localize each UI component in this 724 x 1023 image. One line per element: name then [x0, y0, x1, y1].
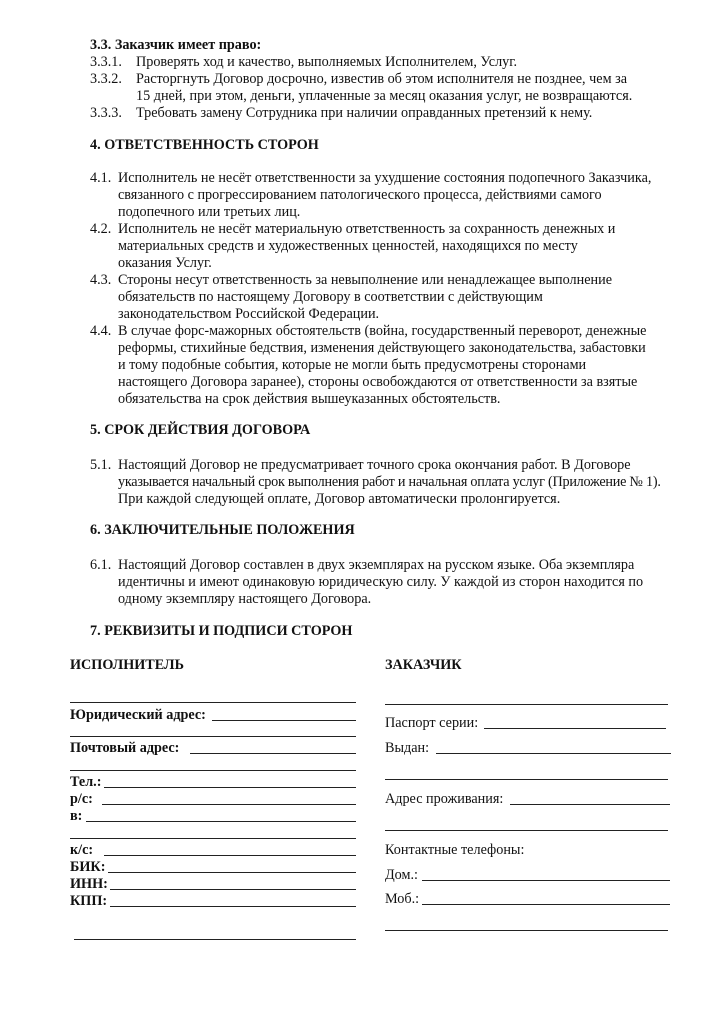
account-label: р/с:: [70, 791, 93, 807]
bik-label: БИК:: [70, 859, 106, 875]
clause-number: 4.3.: [90, 272, 112, 288]
clause-4-2: Исполнитель не несёт материальную ответственность за сохранность денежных и материальных средств и художественных ценностей, находящихся по месту оказания Услуг.: [118, 221, 616, 271]
home-phone-line: [422, 880, 670, 881]
account-line: [102, 804, 356, 805]
phone-label: Тел.:: [70, 774, 102, 790]
postal-address-line-2: [70, 770, 356, 771]
section-3-3-title: 3.3. Заказчик имеет право:: [90, 37, 262, 53]
legal-address-line: [212, 720, 356, 721]
section-4-title: 4. ОТВЕТСТВЕННОСТЬ СТОРОН: [90, 137, 319, 153]
kpp-line: [110, 906, 356, 907]
clause-number: 4.2.: [90, 221, 112, 237]
clause-number: 3.3.1.: [90, 54, 122, 70]
mobile-phone-line: [422, 904, 670, 905]
bank-line: [86, 821, 356, 822]
clause-4-4: В случае форс-мажорных обстоятельств (война, государственный переворот, денежные реформы, стихийные бедствия, изменения действующего законодательства, забастовки и тому подобные события, которые не могли быть предусмотрены сторонами настоящего Договора заранее), стороны освобождаются от ответственности за взятые обязательства на срок действия вышеуказанных обстоятельств.: [118, 323, 647, 407]
contact-phones-label: Контактные телефоны:: [385, 842, 525, 858]
clause-number: 4.1.: [90, 170, 112, 186]
kpp-label: КПП:: [70, 893, 108, 909]
legal-address-label: Юридический адрес:: [70, 707, 206, 723]
clause-4-1: Исполнитель не несёт ответственности за ухудшение состояния подопечного Заказчика, связанного с прогрессированием патологического процесса, действиями самого подопечного или третьих лиц.: [118, 170, 652, 220]
clause-number: 3.3.2.: [90, 71, 122, 87]
postal-address-line: [190, 753, 356, 754]
phone-line: [104, 787, 356, 788]
issued-label: Выдан:: [385, 740, 430, 756]
clause-5-1: Настоящий Договор не предусматривает точного срока окончания работ. В Договоре указывается начальный срок выполнения работ и начальная оплата услуг (Приложение № 1). При каждой следующей оплате, Договор автоматически пролонгируется.: [118, 457, 661, 507]
clause-3-3-3: Требовать замену Сотрудника при наличии оправданных претензий к нему.: [136, 105, 593, 121]
clause-4-3: Стороны несут ответственность за невыполнение или ненадлежащее выполнение обязательств по настоящему Договору в соответствии с действующим законодательством Российской Федерации.: [118, 272, 612, 322]
section-7-title: 7. РЕКВИЗИТЫ И ПОДПИСИ СТОРОН: [90, 623, 353, 639]
section-6-title: 6. ЗАКЛЮЧИТЕЛЬНЫЕ ПОЛОЖЕНИЯ: [90, 522, 355, 538]
clause-number: 6.1.: [90, 557, 112, 573]
bank-line-2: [70, 838, 356, 839]
bik-line: [108, 872, 356, 873]
corr-account-label: к/с:: [70, 842, 94, 858]
signature-line: [70, 702, 356, 703]
section-5-title: 5. СРОК ДЕЙСТВИЯ ДОГОВОРА: [90, 422, 311, 438]
executor-title: ИСПОЛНИТЕЛЬ: [70, 657, 184, 673]
clause-3-3-1: Проверять ход и качество, выполняемых Исполнителем, Услуг.: [136, 54, 518, 70]
legal-address-line-2: [70, 736, 356, 737]
residence-label: Адрес проживания:: [385, 791, 504, 807]
clause-3-3-2: Расторгнуть Договор досрочно, известив об этом исполнителя не позднее, чем за 15 дней, при этом, деньги, уплаченные за месяц оказания услуг, не возвращаются.: [136, 71, 633, 104]
customer-title: ЗАКАЗЧИК: [385, 657, 462, 673]
home-phone-label: Дом.:: [385, 867, 418, 883]
postal-address-label: Почтовый адрес:: [70, 740, 180, 756]
corr-account-line: [104, 855, 356, 856]
bank-label: в:: [70, 808, 83, 824]
inn-line: [110, 889, 356, 890]
issued-line: [436, 753, 671, 754]
inn-label: ИНН:: [70, 876, 108, 892]
clause-6-1: Настоящий Договор составлен в двух экземплярах на русском языке. Оба экземпляра идентичны и имеют одинаковую юридическую силу. У каждой из сторон находится по одному экземпляру настоящего Договора.: [118, 557, 644, 607]
issued-line-2: [385, 779, 668, 780]
clause-number: 3.3.3.: [90, 105, 122, 121]
passport-line: [484, 728, 666, 729]
residence-line-2: [385, 830, 668, 831]
residence-line: [510, 804, 670, 805]
customer-signature-line: [385, 930, 668, 931]
passport-label: Паспорт серии:: [385, 715, 479, 731]
clause-number: 4.4.: [90, 323, 112, 339]
customer-name-line: [385, 704, 668, 705]
clause-number: 5.1.: [90, 457, 112, 473]
executor-signature-line: [74, 939, 356, 940]
mobile-phone-label: Моб.:: [385, 891, 420, 907]
